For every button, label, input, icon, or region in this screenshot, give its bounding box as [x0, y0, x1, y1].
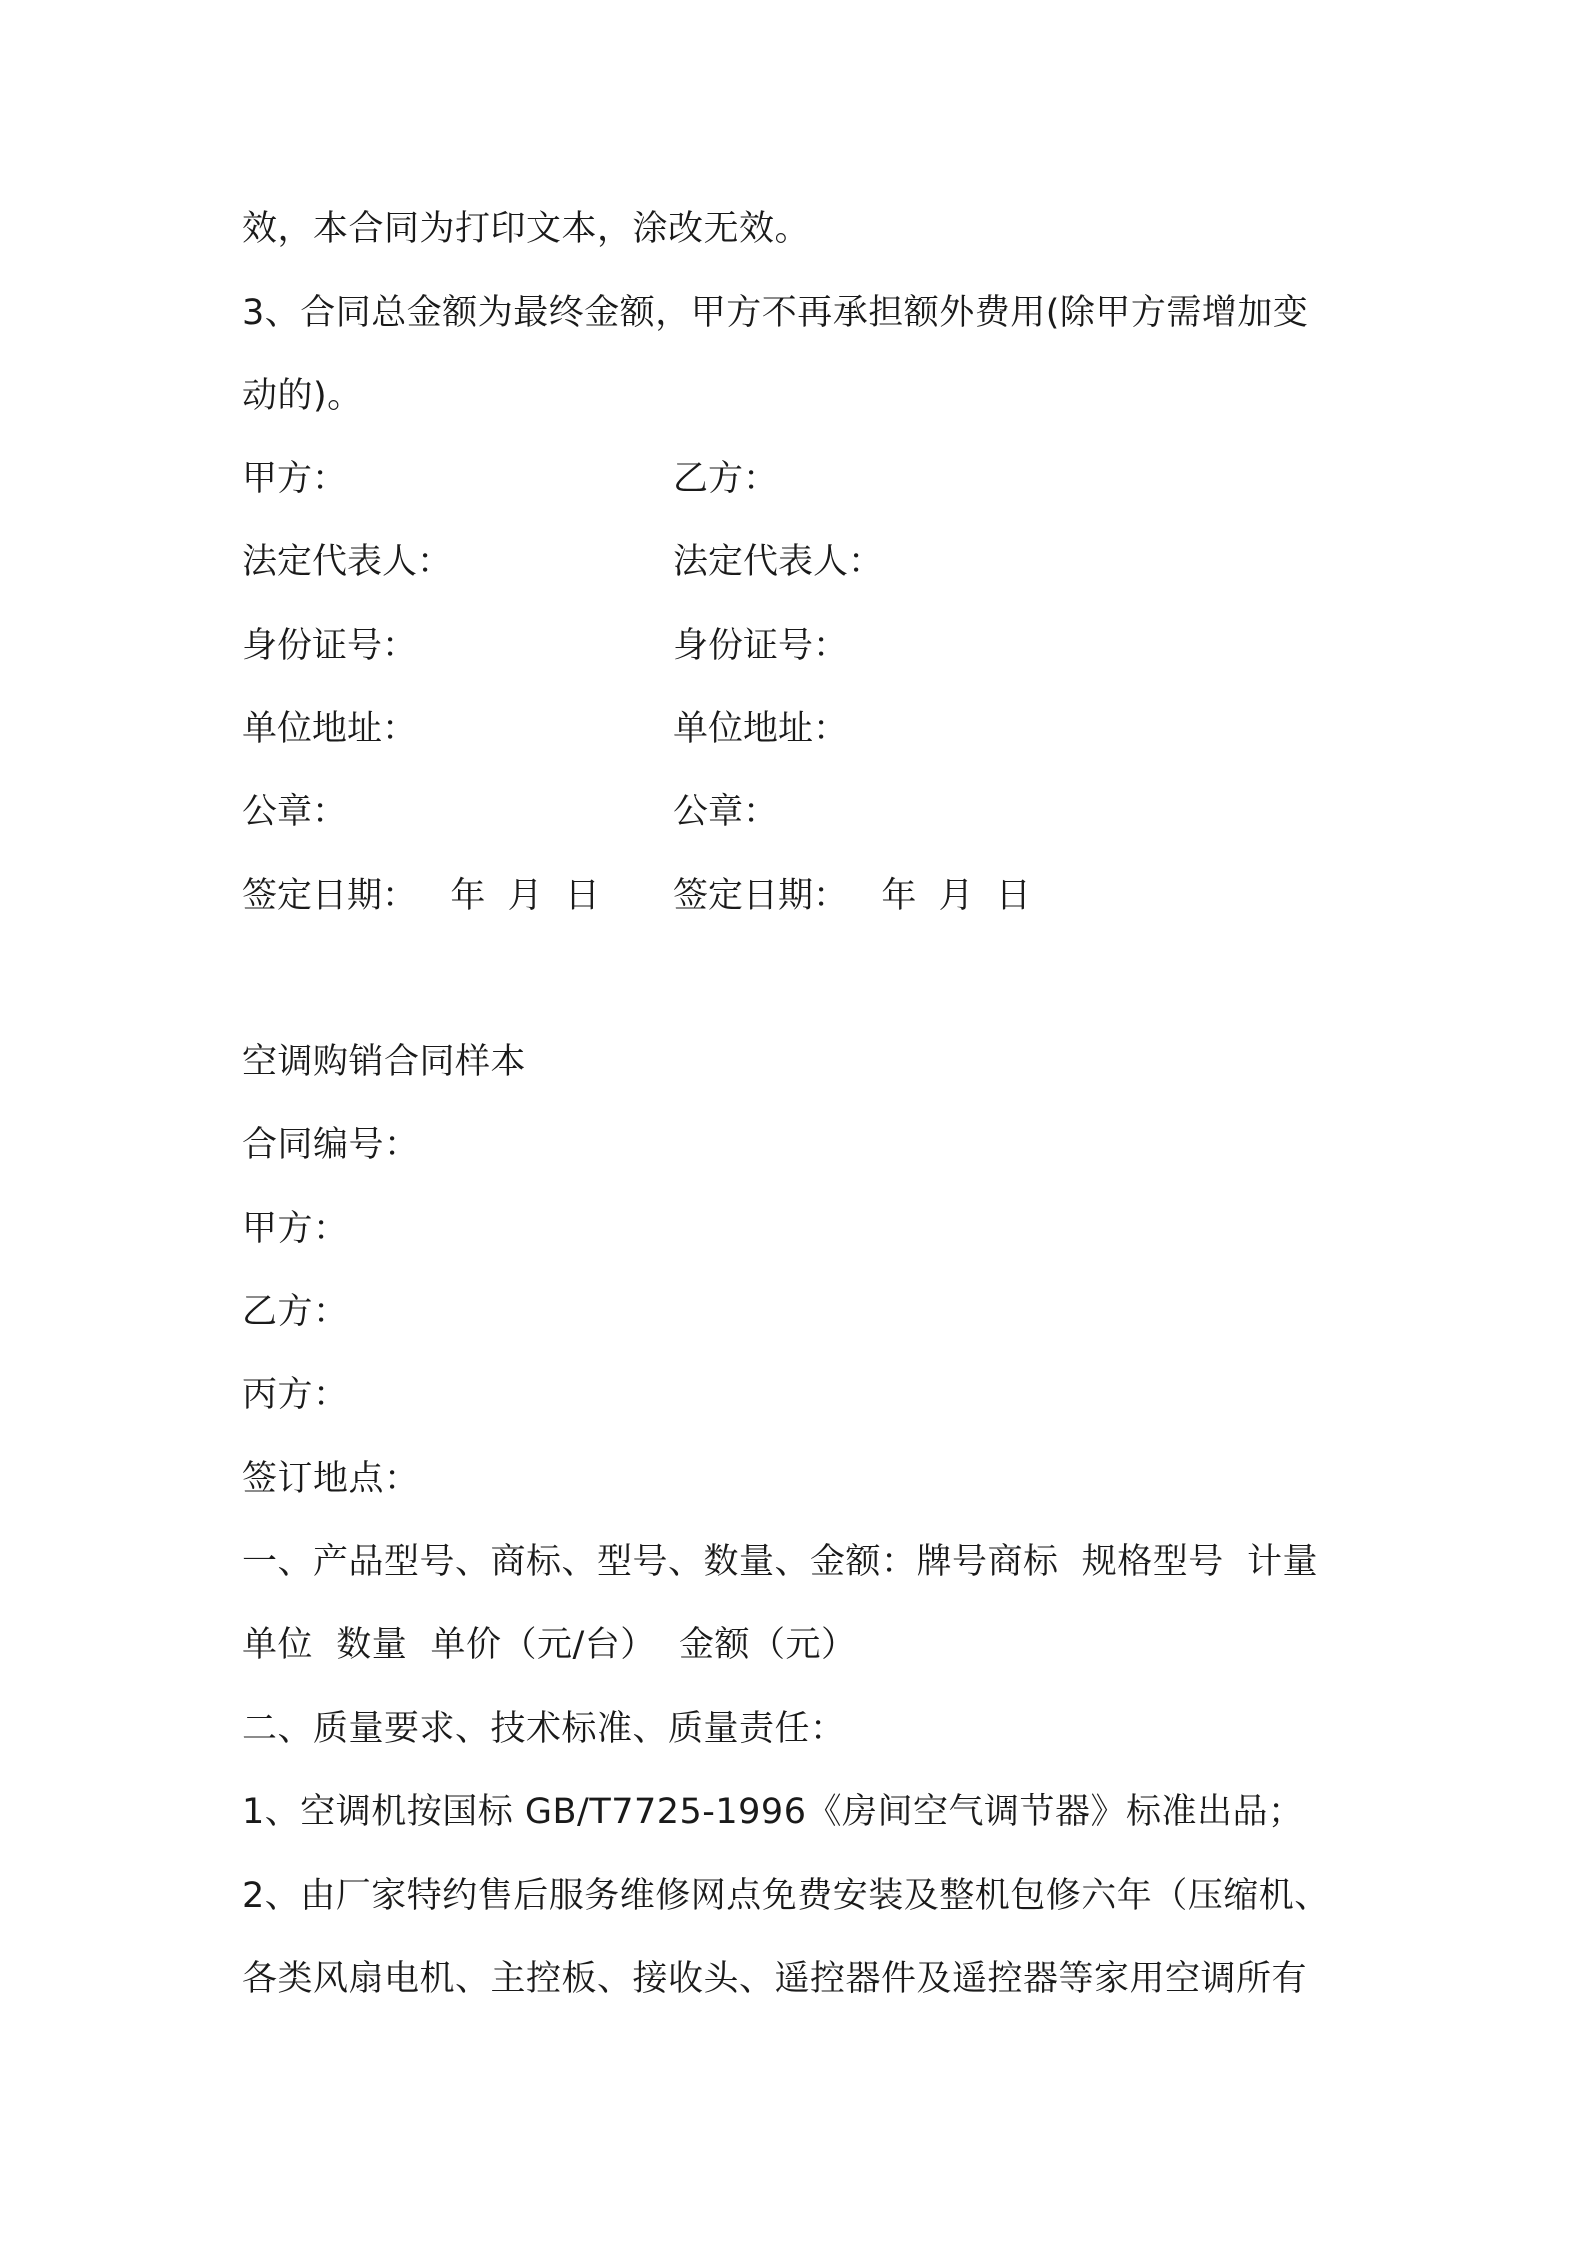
party-b-id-label: 身份证号：	[673, 626, 849, 666]
text-line: 效，本合同为打印文本，涂改无效。	[242, 209, 811, 249]
section-1-heading: 一、产品型号、商标、型号、数量、金额：牌号商标 规格型号 计量	[242, 1542, 1319, 1582]
party-a-address-label: 单位地址：	[242, 709, 418, 749]
signing-location-label: 签订地点：	[242, 1459, 420, 1499]
party-b-seal-label: 公章：	[673, 792, 779, 832]
party-b-date-label: 签定日期： 年 月 日	[673, 876, 1031, 916]
section-1-table-header: 单位 数量 单价（元/台） 金额（元）	[242, 1625, 857, 1665]
party-b-address-label: 单位地址：	[673, 709, 849, 749]
contract-number-label: 合同编号：	[242, 1125, 420, 1165]
party-a-date-label: 签定日期： 年 月 日	[242, 876, 600, 916]
party-b-label: 乙方：	[242, 1292, 349, 1332]
party-b-label: 乙方：	[673, 459, 779, 499]
text-line: 动的)。	[242, 376, 363, 416]
party-a-representative-label: 法定代表人：	[242, 542, 453, 582]
party-a-label: 甲方：	[242, 1209, 349, 1249]
party-a-label: 甲方：	[242, 459, 348, 499]
clause-2-continued: 各类风扇电机、主控板、接收头、遥控器件及遥控器等家用空调所有	[242, 1959, 1308, 1999]
party-b-representative-label: 法定代表人：	[673, 542, 884, 582]
section-2-heading: 二、质量要求、技术标准、质量责任：	[242, 1709, 846, 1749]
contract-title: 空调购销合同样本	[242, 1042, 527, 1082]
party-a-seal-label: 公章：	[242, 792, 348, 832]
clause-2: 2、由厂家特约售后服务维修网点免费安装及整机包修六年（压缩机、	[242, 1876, 1330, 1916]
clause-1: 1、空调机按国标 GB/T7725-1996《房间空气调节器》标准出品；	[242, 1792, 1304, 1832]
text-line: 3、合同总金额为最终金额，甲方不再承担额外费用(除甲方需增加变	[242, 293, 1309, 333]
party-a-id-label: 身份证号：	[242, 626, 418, 666]
party-c-label: 丙方：	[242, 1375, 349, 1415]
